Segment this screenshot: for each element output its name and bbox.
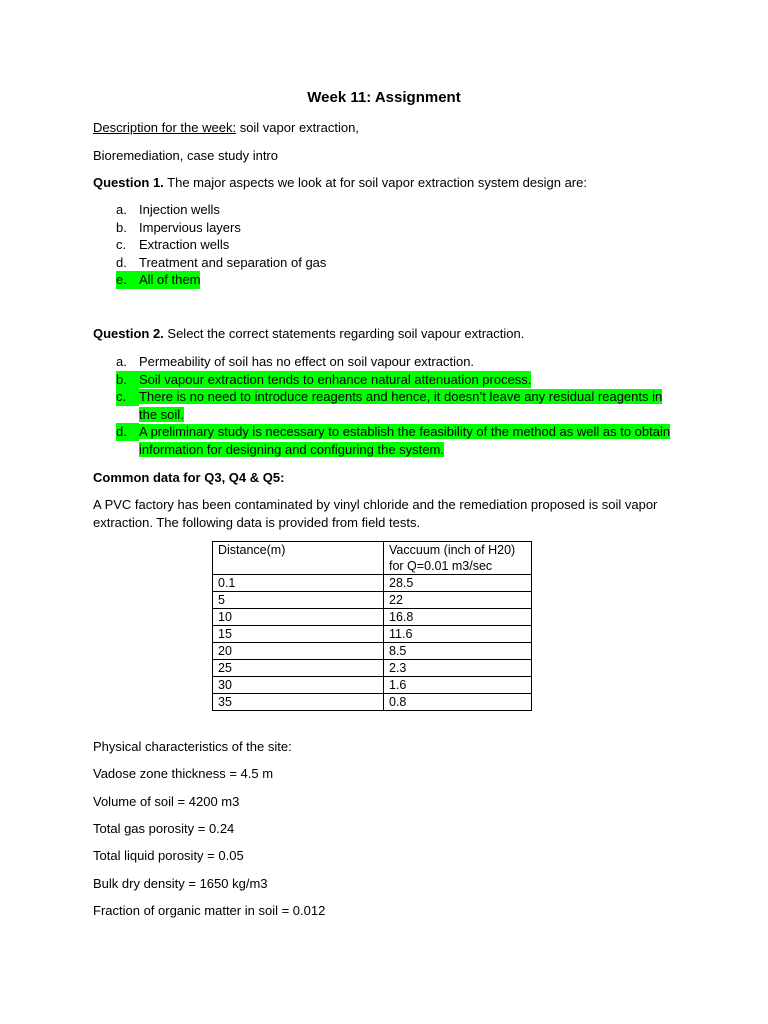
table-cell: 30 [213,677,384,694]
field-data-table [212,541,532,711]
option-text: A preliminary study is necessary to establish the feasibility of the method as well as to obtain information for designing and configuring the system. [139,424,671,457]
physical-item: Total liquid porosity = 0.05 [93,848,244,863]
table-cell: 5 [213,592,384,609]
table-cell: 20 [213,643,384,660]
table-row [213,677,532,694]
question-1-label: Question 1. [93,175,164,190]
option-marker: a. [116,202,127,217]
option-text: Impervious layers [139,219,241,235]
table-cell: 28.5 [384,575,532,592]
option-text: Injection wells [139,202,220,217]
table-cell: 11.6 [384,626,532,643]
table-cell: 16.8 [384,609,532,626]
question-2-text: Select the correct statements regarding soil vapour extraction. [163,326,525,341]
option-text: Permeability of soil has no effect on soil vapour extraction. [139,354,475,369]
table-cell: 0.8 [384,694,532,711]
description-text: soil vapor extraction, [236,120,359,135]
table-cell: 8.5 [384,643,532,660]
physical-heading: Physical characteristics of the site: [93,739,292,754]
table-cell: 2.3 [384,660,532,677]
table-row [213,575,532,592]
question-2-label: Question 2. [93,326,164,341]
physical-item: Volume of soil = 4200 m3 [93,794,240,809]
question-1-text: The major aspects we look at for soil vapor extraction system design are: [163,175,587,190]
option-text: Extraction wells [139,237,230,252]
option-text: Treatment and separation of gas [139,254,327,270]
question-1 [93,175,587,190]
intro-line-2: extraction. The following data is provided from field tests. [93,515,421,530]
option-text: Soil vapour extraction tends to enhance natural attenuation process. [139,371,532,387]
table-cell: 35 [213,694,384,711]
description-continued: Bioremediation, case study intro [93,148,278,163]
table-header-distance: Distance(m) [213,542,384,575]
table-row [213,609,532,626]
table-header-row [213,542,532,575]
table-header-vacuum-line1: Vaccuum (inch of H20) [389,543,516,557]
physical-item: Bulk dry density = 1650 kg/m3 [93,876,268,891]
option-marker: d. [116,254,127,270]
table-cell: 15 [213,626,384,643]
intro-line-1: A PVC factory has been contaminated by vinyl chloride and the remediation proposed is soil vapor [93,497,658,512]
table-header-vacuum [384,542,532,575]
table-row [213,694,532,711]
table-row [213,643,532,660]
physical-item: Total gas porosity = 0.24 [93,821,235,836]
option-marker: c. [116,237,127,252]
option-text: All of them [139,272,201,287]
table-row [213,592,532,609]
table-cell: 10 [213,609,384,626]
physical-item: Fraction of organic matter in soil = 0.012 [93,903,326,918]
option-marker: e. [116,271,139,289]
table-cell: 25 [213,660,384,677]
table-cell: 1.6 [384,677,532,694]
description-line [93,120,359,135]
table-row [213,626,532,643]
table-cell: 0.1 [213,575,384,592]
option-marker: b. [116,219,127,235]
page-title: Week 11: Assignment [307,89,461,106]
table-cell: 22 [384,592,532,609]
option-marker: a. [116,354,127,369]
option-marker: b. [116,371,139,389]
option-text: There is no need to introduce reagents and hence, it doesn’t leave any residual reagents in the soil. [139,389,663,422]
common-data-heading: Common data for Q3, Q4 & Q5: [93,470,285,485]
physical-item: Vadose zone thickness = 4.5 m [93,766,274,781]
question-2 [93,326,524,341]
option-marker: c. [116,388,139,406]
description-label: Description for the week: [93,120,237,135]
table-header-vacuum-line2: for Q=0.01 m3/sec [389,559,493,573]
option-marker: d. [116,423,139,441]
table-row [213,660,532,677]
